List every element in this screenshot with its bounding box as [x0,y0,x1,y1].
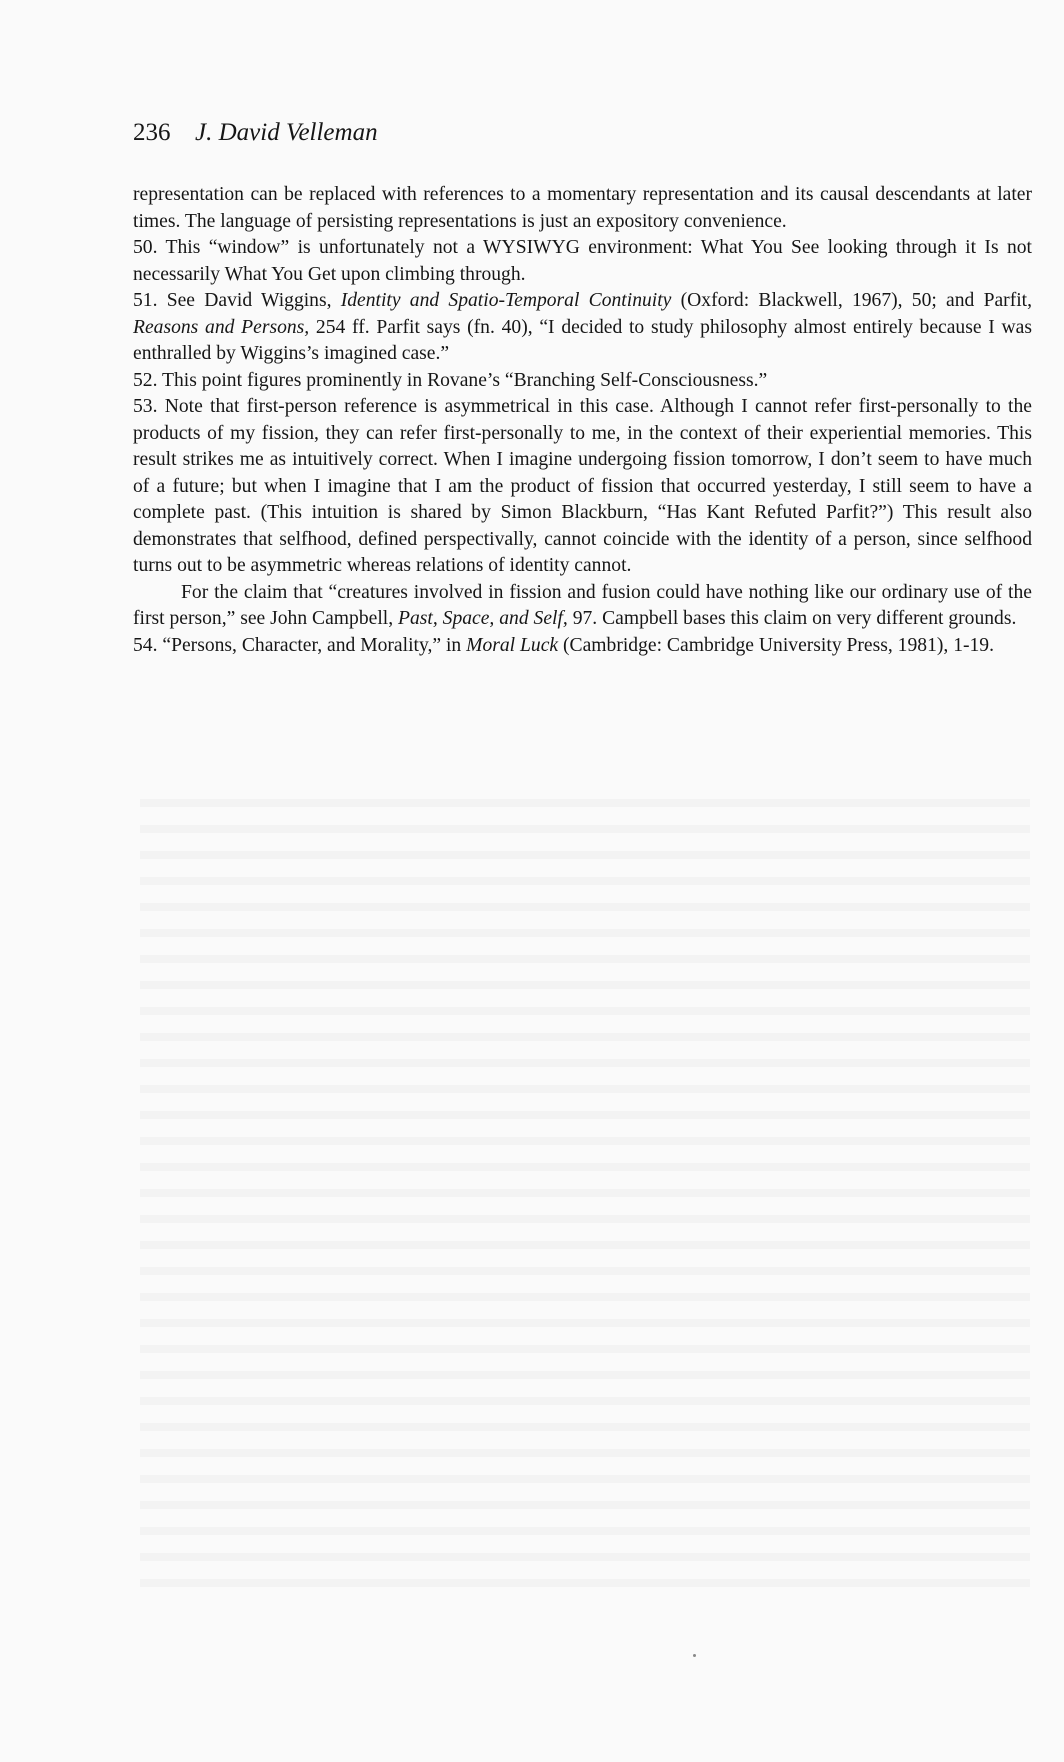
endnote-51 [133,288,1032,368]
endnote-54 [133,633,1032,660]
running-head-author: J. David Velleman [195,119,378,146]
note-text: 50. This “window” is unfortunately not a WYSIWYG environment: What You See looking through it Is not necessarily What You Get upon climbing through. [133,237,1032,285]
citation-title: Identity and Spatio-Temporal Continuity [340,290,672,311]
note-text: (Cambridge: Cambridge University Press, 1981), 1-19. [558,634,995,656]
note-text: 52. This point figures prominently in Rovane’s “Branching Self-Consciousness.” [133,369,768,391]
note-text: 254 ff. Parfit says (fn. 40), “I decided to study philosophy almost entirely because I was enthralled by Wiggins’s imagined case.” [133,316,1032,364]
endnote-cont [133,182,1032,235]
note-text: 53. Note that first-person reference is asymmetrical in this case. Although I cannot refer first-personally to the products of my fission, they can refer first-personally to me, in the context of their experiential memories. This result strikes me as intuitively correct. When I imagine undergoing fission tomorrow, I don’t seem to have much of a future; but when I imagine that I am the product of fission that occurred yesterday, I still seem to have a complete past. (This intuition is shared by Simon Blackburn, “Has Kant Refuted Parfit?”) This result also demonstrates that selfhood, defined perspectivally, cannot coincide with the identity of a person, since selfhood turns out to be asymmetric whereas relations of identity cannot. [133,396,1032,576]
page-number: 236 [133,119,171,146]
endnote-53b [133,580,1032,633]
note-text: 51. See David Wiggins, [133,290,341,311]
show-through-bleed [140,785,1030,1595]
endnote-53 [133,394,1032,580]
endnotes [133,182,1032,659]
running-head [133,118,378,148]
note-text: 54. “Persons, Character, and Morality,” in [133,634,467,656]
citation-title: Past, Space, and Self, [398,608,568,629]
note-text: 97. Campbell bases this claim on very different grounds. [567,608,1017,629]
note-text: representation can be replaced with references to a momentary representation and its causal descendants at later times. The language of persisting representations is just an expository convenience. [133,184,1032,232]
endnote-50 [133,235,1032,288]
note-text: For the claim that “creatures involved in fission and fusion could have nothing like our ordinary use of the first person,” see John Campbell, [133,581,1032,629]
paper-speck [693,1654,696,1657]
citation-title: Moral Luck [466,634,559,656]
endnote-52 [133,368,1032,395]
citation-title: Reasons and Persons, [133,316,310,338]
note-text: (Oxford: Blackwell, 1967), 50; and Parfit, [671,290,1033,311]
